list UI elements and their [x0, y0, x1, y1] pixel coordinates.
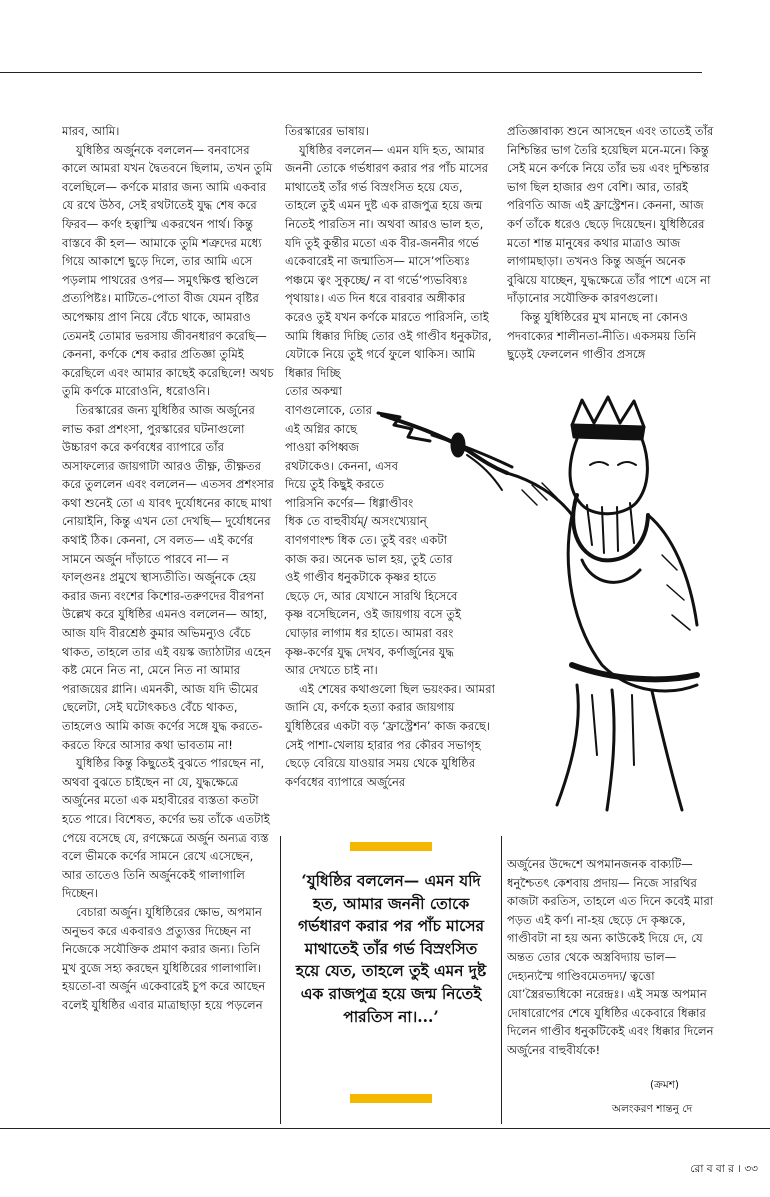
- pull-quote-bottom-bar: [350, 1094, 432, 1103]
- paragraph: কিন্তু যুধিষ্ঠিরের মুখ মানছে না কোনও পদবাক্যের শালীনতা-নীতি। একসময় তিনি ছুড়েই ফেললেন গাণ্ডীব প্রসঙ্গে: [507, 309, 697, 362]
- magazine-name: রো ব বা র: [690, 1163, 734, 1175]
- paragraph: প্রতিজ্ঞাবাক্য শুনে আসছেন এবং তাতেই তাঁর নিশ্চিন্তির ভাগ তৈরি হয়েছিল মনে-মনে। কিন্তু সেই মনে কর্ণকে নিয়ে তাঁর ভয় এবং দুশ্চিন্তার ভাগ ছিল হাজার গুণ বেশি। আর, তারই পরিণতি আজ এই ফ্রাস্ট্রেশন। কেননা, আজ কর্ণ তাঁকে ধরেও ছেড়ে দিয়েছেন। যুধিষ্ঠিরের মতো শান্ত মানুষের কথার মাত্রাও আজ লাগামছাড়া। তখনও কিন্তু অর্জুন অনেক বুঝিয়ে যাচ্ছেন, যুদ্ধক্ষেত্রে তাঁর পাশে এসে না দাঁড়ানোর সযৌক্তিক কারণগুলো।: [507, 124, 714, 306]
- article-column-4: [507, 855, 717, 1115]
- page-footer: [690, 1162, 758, 1179]
- paragraph: তিরস্কারের ভাষায়।: [285, 124, 369, 138]
- paragraph: যুধিষ্ঠির বললেন— এমন যদি হত, আমার জননী তোকে গর্ভধারণ করার পর পাঁচ মাসের মাথাতেই তাঁর গর্ভ বিস্রংসিত হয়ে যেত, তাহলে তুই এমন দুষ্ট এক রাজপুত্র হয়ে জন্ম নিতেই পারতিস না। অথবা আরও ভাল হত, যদি তুই কুন্তীর মতো এক বীর-জননীর গর্ভে একেবারেই না জন্মাতিস— মাসে’পতিষ্যঃ পঞ্চমে ত্বং সুকৃচ্ছে/ ন বা গর্ভে’প্যভবিষ্যঃ পৃথায়াঃ। এত দিন ধরে বারবার অঙ্গীকার করেও তুই যখন কর্ণকে মারতে পারিসনি, তাই আমি ধিক্কার দিচ্ছি তোর ওই গাণ্ডীব ধনুকটার, যেটাকে নিয়ে তুই গর্বে ফুলে থাকিস। আমি ধিক্কার দিচ্ছি: [285, 142, 492, 380]
- paragraph: এই শেষের কথাগুলো ছিল ভয়ংকর। আমরা জানি যে, কর্ণকে হত্যা করার জায়গায় যুধিষ্ঠিরের একটা বড় ‘ফ্রাস্ট্রেশন’ কাজ করছে। সেই পাশা-খেলায় হারার পর কৌরব সভাগৃহ ছেড়ে বেরিয়ে যাওয়ার সময় থেকে যুধিষ্ঠির কর্ণবধের ব্যাপারে অর্জুনের: [285, 681, 495, 789]
- pull-quote: [285, 836, 497, 1126]
- continued-label: (ক্রমশ): [650, 1079, 680, 1091]
- paragraph: মারব, আমি।: [62, 124, 120, 138]
- paragraph: বেচারা অর্জুন। যুধিষ্ঠিরের ক্ষোভ, অপমান অনুভব করে একবারও প্রত্যুত্তর দিচ্ছেন না নিজেকে সযৌক্তিক প্রমাণ করার জন্য। তিনি মুখ বুজে সহ্য করছেন যুধিষ্ঠিরের গালাগালি। হয়তো-বা অর্জুন একেবারেই চুপ করে আছেন বলেই যুধিষ্ঠির এবার মাত্রাছাড়া হয়ে পড়লেন: [62, 904, 266, 1012]
- article-column-1: [62, 122, 274, 1122]
- paragraph: যুধিষ্ঠির অর্জুনকে বললেন— বনবাসের কালে আমরা যখন দ্বৈতবনে ছিলাম, তখন তুমি বলেছিলে— কর্ণকে মারার জন্য আমি একবার যে রথে উঠব, সেই রথটাতেই যুদ্ধ শেষ করে ফিরব— কর্ণং হত্বাস্মি একরথেন পার্থ। কিন্তু বাস্তবে কী হল— আমাকে তুমি শত্রুদের মধ্যে গিয়ে আকাশে ছুড়ে দিলে, তার আমি এসে পড়লাম পাথরের ওপর— সমুৎক্ষিপ্ত স্থণ্ডিলে প্রত্যপিষ্টঃ। মাটিতে-পোতা বীজ যেমন বৃষ্টির অপেক্ষায় প্রাণ নিয়ে বেঁচে থাকে, আমরাও তেমনই তোমার ভরসায় জীবনধারণ করেছি— কেননা, কর্ণকে শেষ করার প্রতিজ্ঞা তুমিই করেছিলে এবং আমার কাছেই করেছিলে! অথচ তুমি কর্ণকে মারোওনি, ধরোওনি।: [62, 142, 274, 399]
- crown: [572, 397, 644, 427]
- top-rule: [0, 72, 702, 73]
- column-divider-left: [280, 836, 281, 1124]
- torso: [507, 473, 697, 691]
- king-head: [570, 439, 647, 514]
- page-number: ৩৩: [744, 1163, 758, 1175]
- paragraph: অর্জুনের উদ্দেশে অপমানজনক বাক্যটি— ধনুশ্চৈতৎ কেশবায় প্রদায়— নিজে সারথির কাজটা করতিস, তাহলে এত দিনে কবেই মারা পড়ত এই কর্ণ। না-হয় ছেড়ে দে কৃষ্ণকে, গাণ্ডীবটা না হয় অন্য কাউকেই দিয়ে দে, যে অন্তত তোর থেকে অস্ত্রবিদ্যায় ভাল— দেহ্যন্যস্মৈ গাণ্ডিবমেতদদ্য/ ত্বত্তো যো’স্ত্রৈরভ্যধিকো নরেন্দ্রঃ। এই সমস্ত অপমান দোষারোপের শেষে যুধিষ্ঠির একেবারে ধিক্কার দিলেন গাণ্ডীব ধনুকটিকেই এবং ধিক্কার দিলেন অর্জুনের বাহুবীর্যকে!: [507, 857, 714, 1057]
- beard: [573, 495, 648, 560]
- article-column-3: [507, 122, 717, 422]
- belt: [572, 665, 697, 679]
- pull-quote-text: ‘যুধিষ্ঠির বললেন— এমন যদি হত, আমার জননী তোকে গর্ভধারণ করার পর পাঁচ মাসের মাথাতেই তাঁর গর্ভ বিস্রংসিত হয়ে যেত, তাহলে তুই এমন দুষ্ট এক রাজপুত্র হয়ে জন্ম নিতেই পারতিস না।...’: [295, 872, 487, 1026]
- necklace: [582, 560, 640, 582]
- pointing-arm: [382, 415, 507, 473]
- footer-separator: ।: [733, 1163, 745, 1175]
- pointing-king-illustration: [372, 395, 702, 815]
- paragraph: তিরস্কারের জন্য যুধিষ্ঠির আজ অর্জুনের লাভ করা প্রশংসা, পুরস্কারের ঘটনাগুলো উচ্চারণ করে কর্ণবধের ব্যাপারে তাঁর অসাফল্যের জায়গাটা আরও তীক্ষ্ণ, তীক্ষ্ণতর করে তুললেন এবং বললেন— এতসব প্রশংসার কথা শুনেই তো এ যাবৎ দুর্যোধনের কাছে মাথা নোয়াইনি, কিন্তু এখন তো দেখছি— দুর্যোধনের কথাই ঠিক। কেননা, সে বলত— এই কর্ণের সামনে অর্জুন দাঁড়াতে পারবে না— ন ফাল্গুনঃ প্রমুখে স্থাস্যতীতি। অর্জুনকে হেয় করার জন্য বংশের কিশোর-তরুণদের বীরপনা উল্লেখ করে যুধিষ্ঠির এমনও বললেন— আহা, আজ যদি বীরশ্রেষ্ঠ কুমার অভিমন্যুও বেঁচে থাকত, তাহলে তার এই বয়স্ক জ্যাঠাটার এহেন কষ্ট মেনে নিত না, মেনে নিত না আমার পরাজয়ের গ্লানি। এমনকী, আজ যদি ভীমের ছেলেটা, সেই ঘটোৎকচও বেঁচে থাকত, তাহলেও আমি কাজ কর্ণের সঙ্গে যুদ্ধ করতে-করতে ফিরে আসার কথা ভাবতাম না!: [62, 402, 274, 752]
- pull-quote-top-bar: [350, 842, 432, 851]
- paragraph: তোর অকম্মা বাণগুলোকে, তোর এই অগ্নির কাছে পাওয়া কপিধ্বজ রথটাকেও। কেননা, এসব দিয়ে তুই কিছুই করতে পারিসনি কর্ণের— ধিগ্গাণ্ডীবং ধিক তে বাহুবীর্যম্/ অসংখ্যেয়ান্ বাণগণাংশ্চ ধিক তে। তুই বরং একটা কাজ কর। অনেক ভাল হয়, তুই তোর ওই গাণ্ডীব ধনুকটাকে কৃষ্ণর হাতে ছেড়ে দে, আর যেখানে সারথি হিসেবে কৃষ্ণ বসেছিলেন, ওই জায়গায় বসে তুই ঘোড়ার লাগাম ধর হাতে। আমরা বরং কৃষ্ণ-কর্ণের যুদ্ধ দেখব, কর্ণার্জুনের যুদ্ধ আর দেখতে চাই না।: [285, 384, 462, 678]
- paragraph: যুধিষ্ঠির কিন্তু কিছুতেই বুঝতে পারছেন না, অথবা বুঝতে চাইছেন না যে, যুদ্ধক্ষেত্রে অর্জুনের মতো এক মহাবীরের ব্যস্ততা কতটা হতে পারে। বিশেষত, কর্ণের ভয় তাঁকে এতটাই পেয়ে বসেছে যে, রণক্ষেত্রে অর্জুন অন্যত্র ব্যস্ত বলে ভীমকে কর্ণের সামনে রেখে এসেছেন, আর তাতেও তিনি অর্জুনকেই গালাগালি দিচ্ছেন।: [62, 756, 270, 901]
- bangle: [452, 434, 464, 456]
- illustration-credit: অলংকরণ শান্তনু দে: [612, 1103, 693, 1115]
- column-divider-right: [501, 836, 502, 1124]
- bottom-rule: [0, 1128, 770, 1129]
